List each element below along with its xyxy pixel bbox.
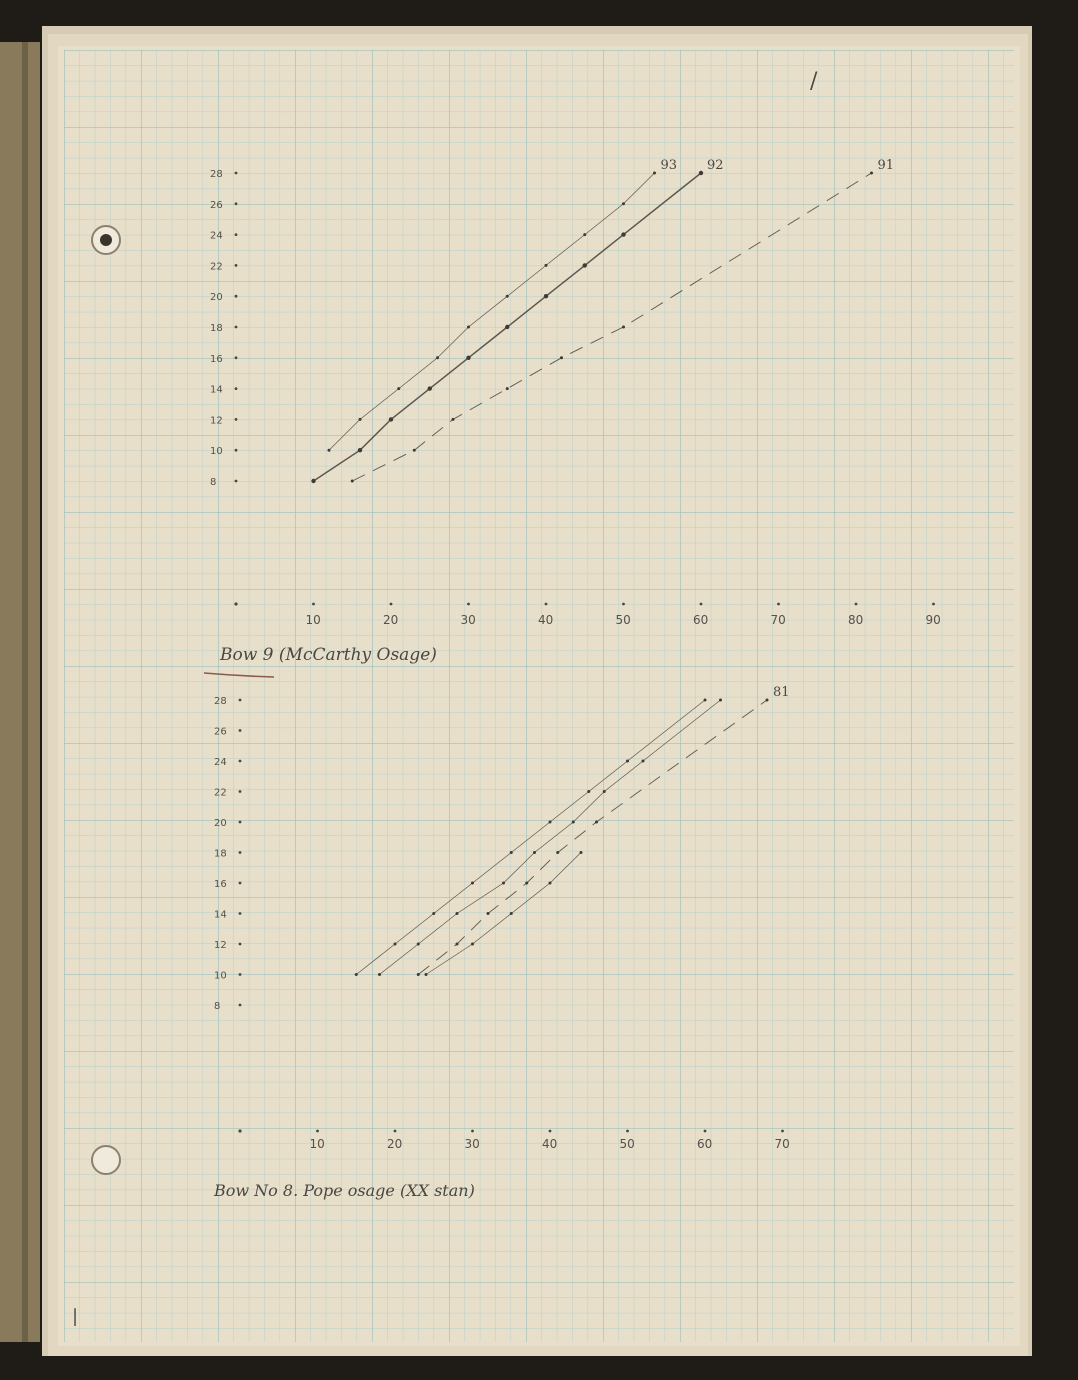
y-tick-label: 8 xyxy=(214,1001,221,1012)
y-tick-label: 16 xyxy=(214,879,227,890)
bottom-mark: | xyxy=(72,1306,79,1327)
origin-dot xyxy=(234,602,237,605)
data-point xyxy=(626,760,629,763)
data-point xyxy=(533,851,536,854)
x-tick-dot xyxy=(777,603,780,606)
data-point xyxy=(471,882,474,885)
data-point xyxy=(358,448,362,452)
x-tick-dot xyxy=(394,1130,397,1133)
x-tick-label: 60 xyxy=(693,613,709,627)
data-point xyxy=(432,912,435,915)
x-tick-dot xyxy=(700,603,703,606)
y-tick-dot xyxy=(235,326,238,329)
x-tick-label: 40 xyxy=(538,613,554,627)
x-tick-label: 30 xyxy=(460,613,476,627)
y-tick-label: 22 xyxy=(210,261,223,273)
y-tick-label: 26 xyxy=(214,726,227,738)
y-tick-dot xyxy=(235,356,238,359)
y-tick-dot xyxy=(239,821,242,824)
y-tick-dot xyxy=(239,943,242,946)
x-tick-label: 70 xyxy=(774,1137,790,1151)
data-point xyxy=(506,295,509,298)
y-tick-label: 22 xyxy=(214,787,227,799)
y-tick-label: 28 xyxy=(210,169,223,180)
data-point xyxy=(452,418,455,421)
data-point xyxy=(622,326,625,329)
x-tick-label: 20 xyxy=(383,613,399,627)
y-tick-label: 16 xyxy=(210,353,223,365)
grid-major xyxy=(64,50,1014,1342)
data-point xyxy=(525,882,528,885)
data-point xyxy=(622,202,625,205)
data-point xyxy=(311,479,315,483)
corner-mark: / xyxy=(810,69,818,94)
y-tick-dot xyxy=(239,699,242,702)
x-tick-label: 90 xyxy=(925,613,941,627)
series-label: 92 xyxy=(707,158,724,173)
data-point xyxy=(719,699,722,702)
data-point xyxy=(580,851,583,854)
data-point xyxy=(417,973,420,976)
y-tick-dot xyxy=(239,760,242,763)
data-point xyxy=(417,943,420,946)
binder-hole-bottom xyxy=(92,1146,120,1174)
y-tick-label: 18 xyxy=(214,848,227,860)
x-tick-dot xyxy=(855,603,858,606)
data-point xyxy=(351,480,354,483)
data-point xyxy=(355,973,358,976)
y-tick-dot xyxy=(235,264,238,267)
y-tick-dot xyxy=(235,233,238,236)
data-point xyxy=(699,171,703,175)
data-point xyxy=(471,943,474,946)
series-label: 91 xyxy=(877,158,895,173)
x-tick-label: 80 xyxy=(848,613,864,627)
y-tick-dot xyxy=(239,882,242,885)
y-tick-label: 20 xyxy=(214,818,227,829)
data-point xyxy=(544,294,548,298)
data-point xyxy=(583,263,587,267)
data-point xyxy=(397,387,400,390)
series-label: 81 xyxy=(773,685,790,700)
data-point xyxy=(466,356,470,360)
series-label: 93 xyxy=(660,158,678,173)
chart-2-title: Bow No 8. Pope osage (XX stan) xyxy=(214,1181,475,1200)
data-point xyxy=(359,418,362,421)
x-tick-dot xyxy=(316,1130,319,1133)
y-tick-label: 12 xyxy=(214,940,227,951)
data-point xyxy=(394,943,397,946)
spine-crease xyxy=(22,42,28,1342)
data-point xyxy=(583,233,586,236)
y-tick-dot xyxy=(235,202,238,205)
data-point xyxy=(487,912,490,915)
data-point xyxy=(766,699,769,702)
data-point xyxy=(595,821,598,824)
data-point xyxy=(545,264,548,267)
y-tick-label: 20 xyxy=(210,292,223,304)
x-tick-dot xyxy=(312,603,315,606)
x-tick-dot xyxy=(622,603,625,606)
book-spine xyxy=(0,42,40,1342)
x-tick-dot xyxy=(390,603,393,606)
y-tick-dot xyxy=(235,172,238,175)
data-point xyxy=(413,449,416,452)
data-point xyxy=(378,973,381,976)
y-tick-dot xyxy=(235,295,238,298)
origin-dot xyxy=(238,1129,241,1132)
x-tick-dot xyxy=(471,1130,474,1133)
data-point xyxy=(587,790,590,793)
binder-hole-top-shadow xyxy=(100,234,112,246)
x-tick-dot xyxy=(932,603,935,606)
data-point xyxy=(560,356,563,359)
data-point xyxy=(456,912,459,915)
data-point xyxy=(505,325,509,329)
x-tick-dot xyxy=(467,603,470,606)
x-tick-label: 40 xyxy=(542,1137,558,1151)
x-tick-label: 50 xyxy=(619,1137,635,1151)
y-tick-label: 14 xyxy=(214,909,227,921)
data-point xyxy=(556,851,559,854)
data-point xyxy=(467,326,470,329)
data-point xyxy=(704,699,707,702)
y-tick-dot xyxy=(235,449,238,452)
y-tick-label: 10 xyxy=(210,446,223,458)
y-tick-dot xyxy=(235,387,238,390)
y-tick-dot xyxy=(235,418,238,421)
data-point xyxy=(456,943,459,946)
y-tick-label: 24 xyxy=(214,757,227,768)
x-tick-dot xyxy=(781,1130,784,1133)
y-tick-label: 10 xyxy=(214,970,227,982)
data-point xyxy=(621,232,625,236)
y-tick-label: 18 xyxy=(210,323,223,334)
data-point xyxy=(549,821,552,824)
data-point xyxy=(572,821,575,824)
x-tick-dot xyxy=(549,1130,552,1133)
y-tick-label: 14 xyxy=(210,384,223,396)
y-tick-label: 28 xyxy=(214,696,227,707)
data-point xyxy=(549,882,552,885)
x-tick-label: 30 xyxy=(464,1137,480,1151)
data-point xyxy=(870,172,873,175)
data-point xyxy=(428,386,432,390)
x-tick-label: 10 xyxy=(305,613,321,627)
x-tick-dot xyxy=(545,603,548,606)
data-point xyxy=(502,882,505,885)
data-point xyxy=(653,172,656,175)
y-tick-dot xyxy=(239,729,242,732)
y-tick-dot xyxy=(239,790,242,793)
y-tick-dot xyxy=(239,912,242,915)
x-tick-dot xyxy=(626,1130,629,1133)
data-point xyxy=(510,912,513,915)
data-point xyxy=(389,417,393,421)
data-point xyxy=(436,356,439,359)
data-point xyxy=(506,387,509,390)
y-tick-dot xyxy=(239,1004,242,1007)
data-point xyxy=(642,760,645,763)
x-tick-label: 10 xyxy=(309,1137,325,1151)
x-tick-label: 20 xyxy=(387,1137,403,1151)
x-tick-label: 70 xyxy=(770,613,786,627)
y-tick-label: 24 xyxy=(210,230,223,242)
x-tick-dot xyxy=(704,1130,707,1133)
chart-1-title: Bow 9 (McCarthy Osage) xyxy=(220,645,437,665)
y-tick-label: 26 xyxy=(210,199,223,211)
x-tick-label: 60 xyxy=(697,1137,713,1151)
y-tick-label: 12 xyxy=(210,415,223,427)
y-tick-dot xyxy=(239,851,242,854)
data-point xyxy=(603,790,606,793)
x-tick-label: 50 xyxy=(615,613,631,627)
data-point xyxy=(328,449,331,452)
y-tick-dot xyxy=(239,973,242,976)
y-tick-dot xyxy=(235,480,238,483)
y-tick-label: 8 xyxy=(210,477,217,488)
data-point xyxy=(425,973,428,976)
data-point xyxy=(510,851,513,854)
